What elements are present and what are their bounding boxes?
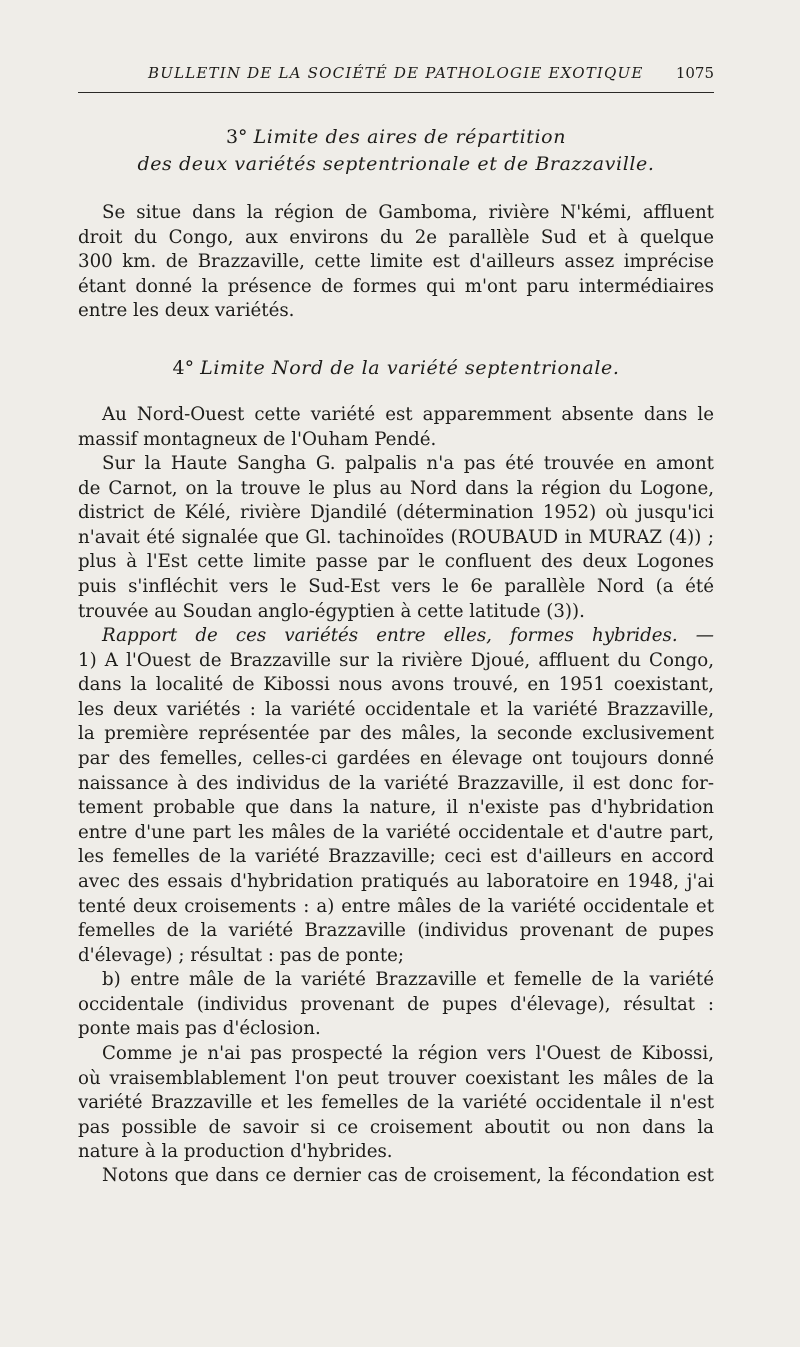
text-line: tenté deux croisements : a) entre mâles de la variété occidentale et — [78, 895, 714, 917]
paragraph-7 — [78, 1164, 714, 1189]
text-line: droit du Congo, aux environs du 2e parallèle Sud et à quelque — [78, 226, 714, 248]
text-line: 300 km. de Brazzaville, cette limite est d'ailleurs assez imprécise — [78, 251, 714, 273]
running-title: BULLETIN DE LA SOCIÉTÉ DE PATHOLOGIE EXOTIQUE — [148, 64, 644, 82]
text-line: entre les deux variétés. — [78, 300, 295, 322]
paragraph-5 — [78, 968, 714, 1042]
text-line: plus à l'Est cette limite passe par le confluent des deux Logones — [78, 551, 714, 573]
section-3-number: 3° — [225, 126, 248, 148]
text-line: Au Nord-Ouest cette variété est apparemment absente dans le — [102, 404, 714, 425]
text-line: ponte mais pas d'éclosion. — [78, 1018, 321, 1040]
text-line: avec des essais d'hybridation pratiqués au laboratoire en 1948, j'ai — [78, 870, 714, 892]
paragraph-1 — [78, 201, 714, 324]
text-line: naissance à des individus de la variété Brazzaville, il est donc for- — [78, 772, 714, 794]
text-line: occidentale (individus provenant de pupes d'élevage), résultat : — [78, 993, 714, 1015]
paragraph-2 — [78, 403, 714, 452]
page-number: 1075 — [675, 64, 714, 82]
text-line: tement probable que dans la nature, il n'existe pas d'hybridation — [78, 797, 714, 819]
text-line: Comme je n'ai pas prospecté la région vers l'Ouest de Kibossi, — [102, 1043, 714, 1064]
text-line: par des femelles, celles-ci gardées en élevage ont toujours donné — [78, 747, 714, 769]
text-line: la première représentée par des mâles, la seconde exclusivement — [78, 723, 714, 745]
text-line: nature à la production d'hybrides. — [78, 1141, 393, 1163]
text-line: les femelles de la variété Brazzaville; ceci est d'ailleurs en accord — [78, 846, 714, 868]
section-3-title-line1: Limite des aires de répartition — [253, 126, 567, 148]
text-line: de Carnot, on la trouve le plus au Nord dans la région du Logone, — [78, 477, 714, 499]
section-4-heading — [78, 355, 714, 382]
text-line: district de Kélé, rivière Djandilé (détermination 1952) où jusqu'ici — [78, 502, 714, 524]
section-4-number: 4° — [172, 357, 195, 379]
text-line: entre d'une part les mâles de la variété occidentale et d'autre part, — [78, 821, 714, 843]
running-header — [78, 62, 714, 88]
text-line: femelles de la variété Brazzaville (individus provenant de pupes — [78, 920, 714, 942]
section-3-heading — [78, 124, 714, 178]
text-line: dans la localité de Kibossi nous avons trouvé, en 1951 coexistant, — [78, 674, 714, 696]
paragraph-3 — [78, 452, 714, 624]
header-rule — [78, 92, 714, 93]
text-line-italic — [78, 624, 714, 649]
text-line: massif montagneux de l'Ouham Pendé. — [78, 428, 437, 450]
text-line: trouvée au Soudan anglo-égyptien à cette latitude (3)). — [78, 600, 585, 622]
paragraph-6 — [78, 1042, 714, 1165]
text-line: puis s'infléchit vers le Sud-Est vers le 6e parallèle Nord (a été — [78, 575, 714, 597]
section-4-title: Limite Nord de la variété septentrionale. — [200, 357, 620, 379]
text-line: 1) A l'Ouest de Brazzaville sur la rivière Djoué, affluent du Congo, — [78, 649, 714, 671]
text-line: Se situe dans la région de Gamboma, rivière N'kémi, affluent — [102, 202, 714, 223]
text-line: où vraisemblablement l'on peut trouver coexistant les mâles de la — [78, 1067, 714, 1089]
text-line: d'élevage) ; résultat : pas de ponte; — [78, 944, 405, 966]
subsection-title: Rapport de ces variétés entre elles, formes hybrides. — — [102, 625, 714, 646]
text-line: étant donné la présence de formes qui m'ont paru intermédiaires — [78, 275, 714, 297]
text-line: variété Brazzaville et les femelles de la variété occidentale il n'est — [78, 1092, 714, 1114]
text-line: n'avait été signalée que Gl. tachinoïdes (ROUBAUD in MURAZ (4)) ; — [78, 526, 714, 548]
text-line: Notons que dans ce dernier cas de croisement, la fécondation est — [102, 1165, 714, 1186]
text-line: b) entre mâle de la variété Brazzaville et femelle de la variété — [102, 969, 714, 990]
text-line: les deux variétés : la variété occidentale et la variété Brazzaville, — [78, 698, 714, 720]
section-3-title-line2: des deux variétés septentrionale et de Brazzaville. — [137, 153, 655, 175]
text-line: Sur la Haute Sangha G. palpalis n'a pas été trouvée en amont — [102, 453, 714, 474]
text-line: pas possible de savoir si ce croisement aboutit ou non dans la — [78, 1116, 714, 1138]
paragraph-4 — [78, 624, 714, 968]
